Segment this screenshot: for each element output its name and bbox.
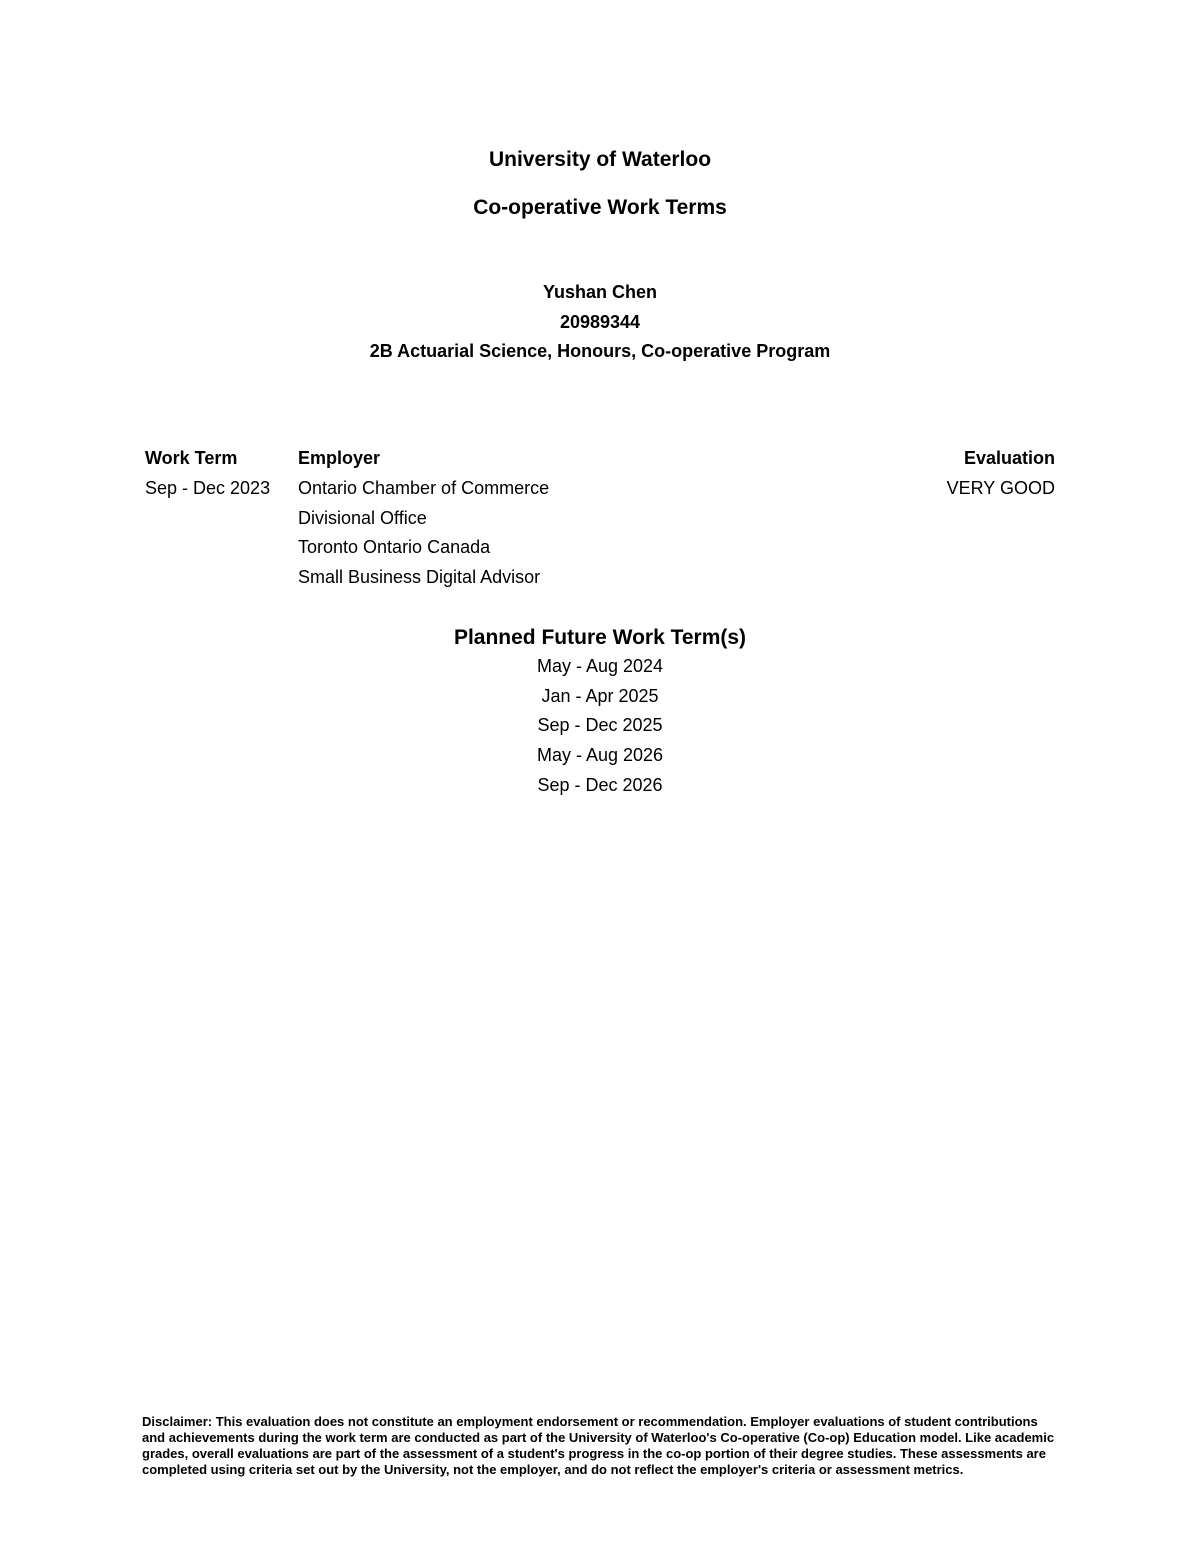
job-title: Small Business Digital Advisor <box>298 567 541 587</box>
column-header-evaluation: Evaluation <box>963 448 1055 468</box>
student-name: Yushan Chen <box>542 282 658 302</box>
evaluation-cell: VERY GOOD <box>946 478 1055 498</box>
employer-location: Toronto Ontario Canada <box>298 537 491 557</box>
column-header-employer: Employer <box>298 448 381 468</box>
future-term-item: Jan - Apr 2025 <box>541 686 659 706</box>
employer-name: Ontario Chamber of Commerce <box>298 478 550 498</box>
employer-office: Divisional Office <box>298 508 427 528</box>
future-terms-title: Planned Future Work Term(s) <box>453 626 747 649</box>
future-term-item: May - Aug 2026 <box>536 745 664 765</box>
future-term-item: May - Aug 2024 <box>536 656 664 676</box>
future-term-item: Sep - Dec 2025 <box>537 715 663 735</box>
student-id: 20989344 <box>559 312 641 332</box>
student-program: 2B Actuarial Science, Honours, Co-operative Program <box>369 341 831 361</box>
column-header-work-term: Work Term <box>145 448 238 468</box>
future-term-item: Sep - Dec 2026 <box>537 775 663 795</box>
university-title: University of Waterloo <box>488 148 712 171</box>
work-term-cell: Sep - Dec 2023 <box>145 478 271 498</box>
document-subtitle: Co-operative Work Terms <box>473 196 727 219</box>
disclaimer-text: Disclaimer: This evaluation does not constitute an employment endorsement or recommendation. Employer evaluations of student contributions and achievements during the work term are conducted as part of the University of Waterloo's Co-operative (Co-op) Education model. Like academic grades, overall evaluations are part of the assessment of a student's progress in the co-op portion of their degree studies. These assessments are completed using criteria set out by the University, not the employer, and do not reflect the employer's criteria or assessment metrics. <box>142 1414 1055 1477</box>
